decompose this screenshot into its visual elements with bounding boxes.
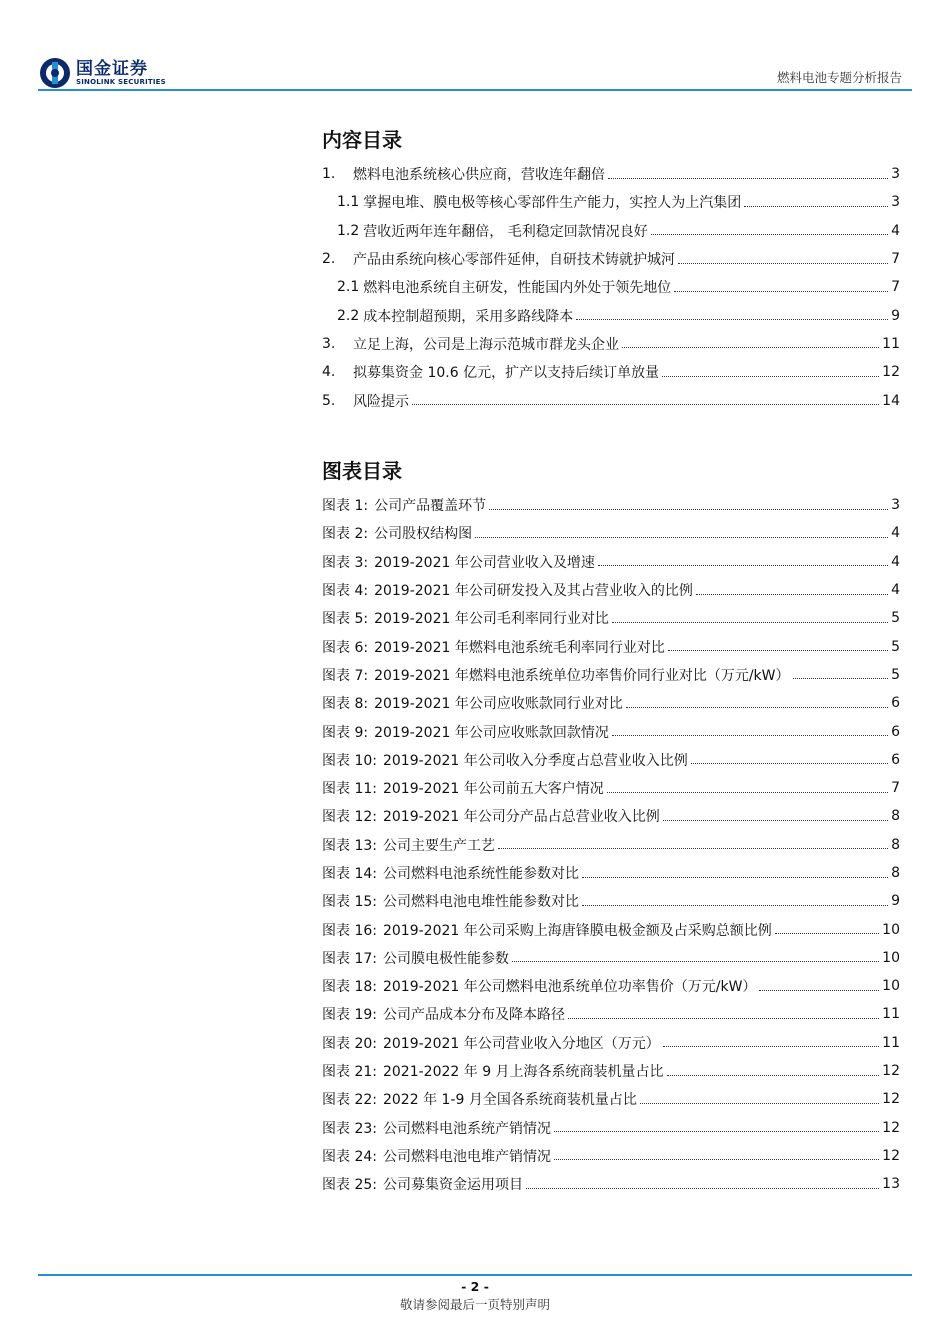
entry-page: 10 <box>882 921 900 938</box>
entry-number: 图表 8: <box>322 696 369 713</box>
entry-number: 3. <box>322 335 336 352</box>
report-type: 燃料电池专题分析报告 <box>776 70 902 85</box>
entry-number: 图表 5: <box>322 611 369 628</box>
dot-leader <box>576 319 888 320</box>
figure-toc-entry[interactable] <box>322 972 900 1000</box>
figure-toc-entry[interactable] <box>322 859 900 887</box>
toc-entry[interactable] <box>322 301 900 329</box>
entry-number: 5. <box>322 392 336 409</box>
dot-leader <box>667 1075 880 1076</box>
entry-page: 12 <box>882 1147 900 1164</box>
entry-title: 2019-2021 年公司收入分季度占总营业收入比例 <box>382 752 688 769</box>
sinolink-logo <box>38 56 166 90</box>
dot-leader <box>568 1018 879 1019</box>
entry-title: 公司产品覆盖环节 <box>374 498 487 515</box>
entry-page: 8 <box>891 865 900 881</box>
figure-toc-entry[interactable] <box>322 661 900 689</box>
entry-number: 图表 17: <box>322 950 377 967</box>
entry-title: 公司产品成本分布及降本路径 <box>382 1007 565 1024</box>
figure-toc-entry[interactable] <box>322 774 900 802</box>
figure-toc-entry[interactable] <box>322 689 900 717</box>
entry-page: 10 <box>882 949 900 966</box>
entry-number: 图表 25: <box>322 1177 377 1194</box>
entry-title: 立足上海，公司是上海示范城市群龙头企业 <box>353 336 619 353</box>
dot-leader <box>489 509 888 510</box>
entry-page: 4 <box>891 582 900 599</box>
entry-page: 7 <box>891 279 900 296</box>
entry-number: 图表 7: <box>322 667 369 684</box>
figure-toc-entry[interactable] <box>322 1085 900 1113</box>
header-divider <box>38 89 912 91</box>
page-header <box>38 52 912 92</box>
dot-leader <box>793 678 889 679</box>
entry-number: 图表 3: <box>322 554 369 571</box>
entry-page: 9 <box>891 893 900 910</box>
entry-page: 5 <box>891 638 900 655</box>
toc-entry[interactable] <box>322 273 900 301</box>
entry-page: 8 <box>891 836 900 853</box>
entry-number: 图表 22: <box>322 1092 377 1109</box>
dot-leader <box>612 622 888 623</box>
entry-number: 图表 16: <box>322 922 377 939</box>
entry-page: 8 <box>891 808 900 825</box>
dot-leader <box>744 206 888 207</box>
dot-leader <box>526 1188 879 1189</box>
dot-leader <box>626 707 888 708</box>
dot-leader <box>678 263 888 264</box>
entry-title: 公司股权结构图 <box>374 526 473 543</box>
figures-list <box>322 491 900 1198</box>
entry-title: 2019-2021 年公司前五大客户情况 <box>382 781 604 798</box>
dot-leader <box>663 820 888 821</box>
entry-title: 2019-2021 年公司营业收入分地区（万元） <box>382 1035 660 1052</box>
entry-number: 图表 4: <box>322 583 369 600</box>
figure-toc-entry[interactable] <box>322 915 900 943</box>
entry-title: 公司膜电极性能参数 <box>382 950 509 967</box>
entry-page: 12 <box>882 1119 900 1136</box>
entry-title: 燃料电池系统自主研发，性能国内外处于领先地位 <box>363 280 672 297</box>
dot-leader <box>582 877 888 878</box>
entry-number: 1. <box>322 166 336 183</box>
entry-page: 11 <box>882 335 900 352</box>
entry-title: 2019-2021 年公司燃料电池系统单位功率售价（万元/kW） <box>382 979 757 996</box>
entry-title: 2019-2021 年公司营业收入及增速 <box>374 554 595 571</box>
dot-leader <box>612 735 888 736</box>
dot-leader <box>674 291 888 292</box>
toc-entry[interactable] <box>322 245 900 273</box>
entry-number: 1.2 <box>337 222 360 239</box>
entry-page: 6 <box>891 751 900 768</box>
entry-title: 2019-2021 年燃料电池系统单位功率售价同行业对比（万元/kW） <box>374 667 790 684</box>
entry-page: 12 <box>882 1063 900 1080</box>
figure-toc-entry[interactable] <box>322 1000 900 1028</box>
logo-english-name: SINOLINK SECURITIES <box>76 77 166 86</box>
dot-leader <box>512 961 879 962</box>
entry-number: 图表 13: <box>322 837 377 854</box>
entry-page: 13 <box>882 1176 900 1193</box>
figure-toc-entry[interactable] <box>322 491 900 519</box>
entry-number: 图表 2: <box>322 526 369 543</box>
dot-leader <box>651 234 888 235</box>
figure-toc-entry[interactable] <box>322 1114 900 1142</box>
figure-toc-entry[interactable] <box>322 632 900 660</box>
entry-number: 图表 10: <box>322 752 377 769</box>
figure-toc-entry[interactable] <box>322 1142 900 1170</box>
entry-page: 3 <box>891 497 900 514</box>
entry-title: 2019-2021 年公司毛利率同行业对比 <box>374 611 609 628</box>
disclaimer: 敬请参阅最后一页特别声明 <box>399 1297 550 1312</box>
entry-number: 图表 23: <box>322 1120 377 1137</box>
entry-page: 14 <box>882 392 900 409</box>
dot-leader <box>759 990 879 991</box>
figure-toc-entry[interactable] <box>322 519 900 547</box>
dot-leader <box>475 537 888 538</box>
figure-toc-entry[interactable] <box>322 1057 900 1085</box>
entry-title: 公司募集资金运用项目 <box>382 1177 523 1194</box>
dot-leader <box>554 1131 879 1132</box>
entry-title: 2019-2021 年公司应收账款回款情况 <box>374 724 609 741</box>
dot-leader <box>640 1103 879 1104</box>
entry-page: 12 <box>882 1091 900 1108</box>
dot-leader <box>582 905 888 906</box>
entry-title: 风险提示 <box>353 393 409 410</box>
entry-page: 9 <box>891 307 900 324</box>
toc-entry[interactable] <box>322 188 900 216</box>
entry-number: 4. <box>322 364 336 381</box>
entry-title: 2022 年 1-9 月全国各系统商装机量占比 <box>382 1092 637 1109</box>
entry-number: 1.1 <box>337 194 360 211</box>
figure-toc-entry[interactable] <box>322 576 900 604</box>
figure-toc-entry[interactable] <box>322 1029 900 1057</box>
entry-title: 拟募集资金 10.6 亿元，扩产以支持后续订单放量 <box>353 365 660 382</box>
logo-chinese-name: 国金证券 <box>76 58 148 79</box>
entry-page: 5 <box>891 610 900 627</box>
entry-number: 图表 19: <box>322 1007 377 1024</box>
entry-number: 图表 20: <box>322 1035 377 1052</box>
entry-title: 掌握电堆、膜电极等核心零部件生产能力，实控人为上汽集团 <box>363 195 742 212</box>
figure-toc-entry[interactable] <box>322 887 900 915</box>
entry-title: 2019-2021 年公司研发投入及其占营业收入的比例 <box>374 583 693 600</box>
entry-number: 图表 21: <box>322 1064 377 1081</box>
entry-page: 6 <box>891 695 900 712</box>
entry-number: 2.2 <box>337 307 360 324</box>
entry-number: 图表 11: <box>322 781 377 798</box>
entry-number: 2. <box>322 251 336 268</box>
entry-title: 公司燃料电池电堆性能参数对比 <box>382 894 579 911</box>
dot-leader <box>663 1046 879 1047</box>
entry-title: 2019-2021 年燃料电池系统毛利率同行业对比 <box>374 639 665 656</box>
entry-title: 公司燃料电池系统性能参数对比 <box>382 866 579 882</box>
toc-entry[interactable] <box>322 386 900 414</box>
entry-page: 7 <box>891 251 900 268</box>
toc-entry[interactable] <box>322 217 900 245</box>
entry-title: 营收近两年连年翻倍， 毛利稳定回款情况良好 <box>363 223 648 240</box>
entry-page: 3 <box>891 194 900 211</box>
entry-page: 6 <box>891 723 900 740</box>
figure-toc-entry[interactable] <box>322 548 900 576</box>
toc-entry[interactable] <box>322 358 900 386</box>
entry-title: 公司燃料电池系统产销情况 <box>382 1120 551 1137</box>
figures-heading: 图表目录 <box>322 459 402 483</box>
entry-page: 4 <box>891 553 900 570</box>
entry-number: 图表 12: <box>322 809 377 826</box>
entry-page: 12 <box>882 364 900 381</box>
figure-toc-entry[interactable] <box>322 746 900 774</box>
dot-leader <box>598 565 888 566</box>
entry-title: 2019-2021 年公司分产品占总营业收入比例 <box>382 809 660 826</box>
dot-leader <box>668 650 888 651</box>
entry-page: 5 <box>891 666 900 683</box>
entry-number: 图表 24: <box>322 1148 377 1165</box>
figure-toc-entry[interactable] <box>322 604 900 632</box>
figure-toc-entry[interactable] <box>322 944 900 972</box>
contents-list <box>322 160 900 415</box>
entry-title: 燃料电池系统核心供应商，营收连年翻倍 <box>353 167 605 184</box>
figure-toc-entry[interactable] <box>322 831 900 859</box>
footer-divider <box>38 1274 912 1276</box>
entry-title: 产品由系统向核心零部件延伸，自研技术铸就护城河 <box>353 252 675 269</box>
toc-entry[interactable] <box>322 160 900 188</box>
entry-number: 图表 9: <box>322 724 369 741</box>
entry-title: 公司燃料电池电堆产销情况 <box>382 1148 551 1165</box>
entry-page: 11 <box>882 1034 900 1051</box>
entry-title: 2019-2021 年公司采购上海唐锋膜电极金额及占采购总额比例 <box>382 922 772 939</box>
entry-number: 图表 18: <box>322 979 377 996</box>
entry-number: 图表 14: <box>322 866 377 882</box>
dot-leader <box>775 933 879 934</box>
entry-title: 2021-2022 年 9 月上海各系统商装机量占比 <box>382 1064 664 1081</box>
entry-number: 图表 15: <box>322 894 377 911</box>
entry-number: 图表 1: <box>322 498 369 515</box>
figure-toc-entry[interactable] <box>322 802 900 830</box>
dot-leader <box>607 792 888 793</box>
entry-page: 10 <box>882 978 900 995</box>
entry-title: 成本控制超预期，采用多路线降本 <box>363 308 574 325</box>
sinolink-logo-icon <box>38 56 72 90</box>
entry-page: 11 <box>882 1006 900 1023</box>
entry-page: 7 <box>891 780 900 797</box>
dot-leader <box>662 376 879 377</box>
dot-leader <box>498 848 888 849</box>
toc-entry[interactable] <box>322 330 900 358</box>
figure-toc-entry[interactable] <box>322 717 900 745</box>
entry-number: 2.1 <box>337 279 360 296</box>
entry-title: 2019-2021 年公司应收账款同行业对比 <box>374 696 623 713</box>
page-number: - 2 - <box>461 1279 489 1294</box>
dot-leader <box>608 178 888 179</box>
entry-page: 4 <box>891 222 900 239</box>
dot-leader <box>696 594 888 595</box>
contents-heading: 内容目录 <box>322 128 402 152</box>
dot-leader <box>622 347 879 348</box>
entry-page: 3 <box>891 166 900 183</box>
dot-leader <box>412 404 879 405</box>
entry-page: 4 <box>891 525 900 542</box>
dot-leader <box>691 763 888 764</box>
entry-number: 图表 6: <box>322 639 369 656</box>
dot-leader <box>554 1159 879 1160</box>
figure-toc-entry[interactable] <box>322 1170 900 1198</box>
entry-title: 公司主要生产工艺 <box>382 837 495 854</box>
